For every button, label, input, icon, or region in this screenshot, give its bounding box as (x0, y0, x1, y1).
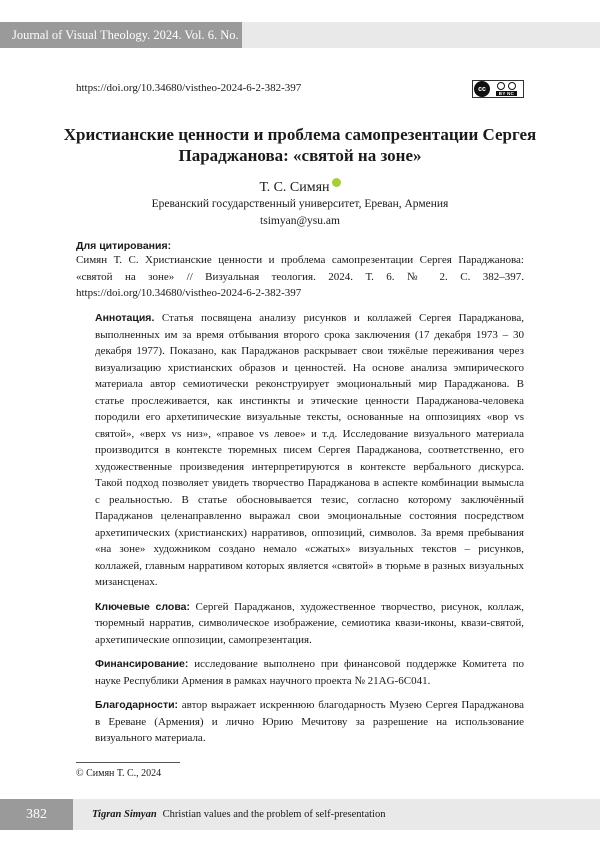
abstract-text: Статья посвящена анализу рисунков и коллажей Сергея Параджанова, выполненных им за время отбывания второго срока заключения (17 декабря 1973 – 30 декабря 1977). Показано, как Параджанов раскрывает свои тяжёлые переживания через визуализацию христианских образов и ценностей. На основе анализа эмпирического материала автор семиотически реконструирует эмоциональный мир Параджанова. В статье прослеживается, как инстинкты и этические ценности Параджанова-человека породили его архетипические визуальные тексты, основанные на оппозициях «вор vs святой», «верх vs низ», «правое vs левое» и т.д. Исследование визуального материала производится в контексте тюремных писем Сергея Параджанова, соответственно, его художественные произведения интерпретируются в контексте вербального дискурса. Такой подход позволяет увидеть творчество Параджанова в аспекте комбинации вымысла с реальностью. В статье обосновывается тезис, согласно которому заключённый Параджанов целенаправленно выражал свои эмоциональные состояния посредством архетипических (христианских) нарративов, оппозиций, символов. За время пребывания «на зоне» художником создано немало «сжатых» визуальных текстов – рисунков, коллажей, главным нарративом которых является «святой» в тюрьме в разных визуальных мизансценах. (95, 312, 524, 588)
author-name: Т. С. Симян (259, 180, 329, 195)
license-text: BY NC (496, 91, 517, 96)
keywords (95, 599, 524, 649)
footnote-divider (76, 762, 180, 763)
citation-label: Для цитирования: (76, 240, 171, 252)
doi-link[interactable]: https://doi.org/10.34680/vistheo-2024-6-2-382-397 (76, 82, 301, 94)
page-footer (0, 799, 600, 830)
header-bar (242, 22, 600, 48)
running-head (92, 799, 385, 830)
keywords-text: Сергей Параджанов, художественное творчество, рисунок, коллаж, тюремный нарратив, символическое изображение, семиотика квази-иконы, квази-святой, архетипические оппозиции, самопрезентация. (95, 601, 524, 646)
attribution-icon (497, 82, 505, 90)
author-info (0, 196, 600, 230)
journal-header (0, 0, 600, 49)
journal-title: Journal of Visual Theology. 2024. Vol. 6. No. 2 (0, 22, 242, 48)
author-line (0, 178, 600, 196)
abstract-block (95, 310, 524, 755)
page-number: 382 (0, 799, 73, 830)
affiliation: Ереванский государственный университет, Ереван, Армения (0, 196, 600, 213)
funding-text: исследование выполнено при финансовой поддержке Комитета по науке Республики Армения в рамках научного проекта № 21AG-6C041. (95, 658, 524, 687)
cc-license-badge[interactable] (472, 80, 524, 98)
thanks-label: Благодарности: (95, 699, 178, 711)
citation-text: Симян Т. С. Христианские ценности и проблема самопрезентации Сергея Параджанова: «святой на зоне» // Визуальная теология. 2024. Т. 6. № 2. С. 382–397. https://doi.org/10.34680/vistheo-2024-6-2-382-397 (76, 252, 524, 302)
orcid-icon[interactable] (332, 178, 341, 187)
abstract-label: Аннотация. (95, 312, 154, 324)
footer-author: Tigran Simyan (92, 809, 157, 820)
abstract (95, 310, 524, 591)
author-email[interactable]: tsimyan@ysu.am (0, 213, 600, 230)
noncommercial-icon (508, 82, 516, 90)
running-title: Christian values and the problem of self-presentation (163, 809, 386, 820)
keywords-label: Ключевые слова: (95, 601, 190, 613)
cc-icon: cc (474, 81, 490, 97)
funding (95, 656, 524, 689)
copyright-note: © Симян Т. С., 2024 (76, 768, 161, 779)
article-title: Христианские ценности и проблема самопрезентации Сергея Параджанова: «святой на зоне» (60, 124, 540, 166)
acknowledgements (95, 697, 524, 747)
thanks-text: автор выражает искреннюю благодарность Музею Сергея Параджанова в Ереване (Армения) и лично Юрию Мечитову за разрешение на использование визуального материала. (95, 699, 524, 744)
funding-label: Финансирование: (95, 658, 188, 670)
